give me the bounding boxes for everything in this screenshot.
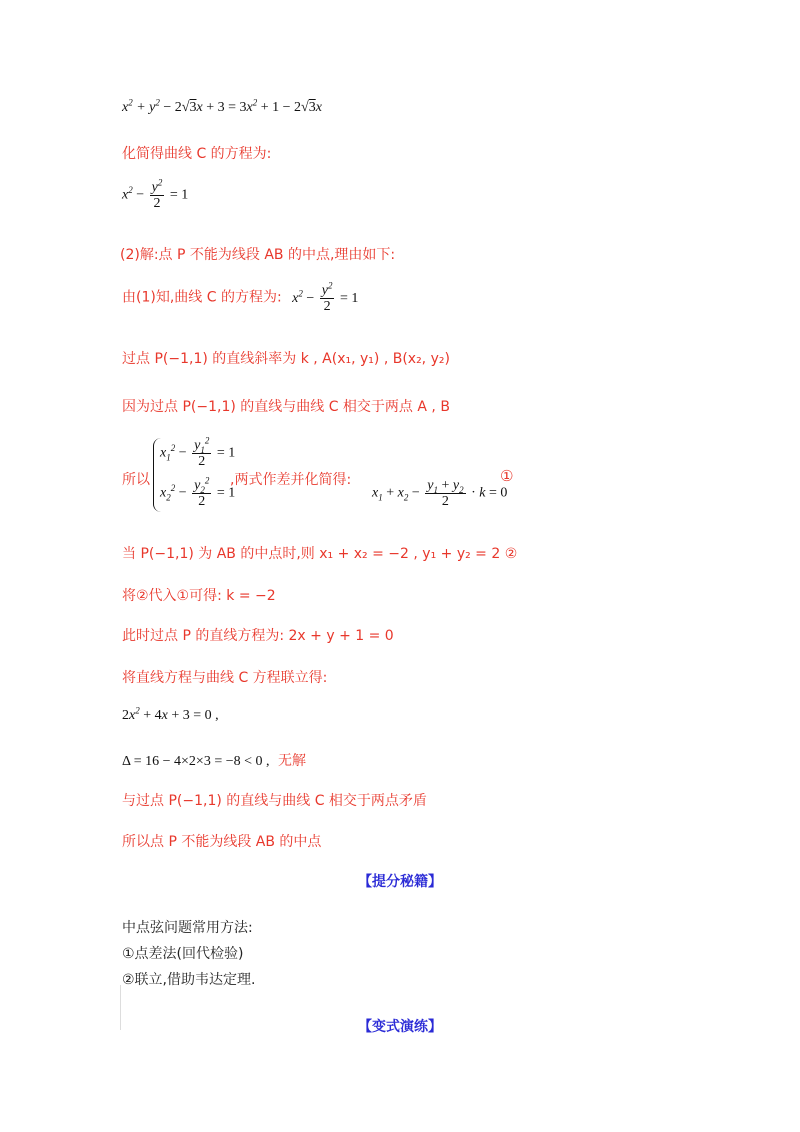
text-simplify: 化简得曲线 C 的方程为: — [122, 146, 272, 162]
text-because: 因为过点 P(−1,1) 的直线与曲线 C 相交于两点 A , B — [122, 399, 450, 415]
text-line-slope: 过点 P(−1,1) 的直线斜率为 k , A(x₁, y₁) , B(x₂, y₂) — [122, 351, 450, 367]
text-substitute: 将②代入①可得: k = −2 — [122, 588, 276, 604]
text-part2: (2)解:点 P 不能为线段 AB 的中点,理由如下: — [120, 247, 396, 263]
text-from-part1: 由(1)知,曲线 C 的方程为: — [122, 289, 282, 306]
equation-curve: $x^2$ − $\frac{y^2}{2}$ = 1 — [122, 177, 189, 211]
text-subtract: ,两式作差并化简得: — [230, 472, 352, 488]
tip-line-3: ②联立,借助韦达定理. — [122, 972, 256, 988]
equation-discriminant: Δ = 16 − 4×2×3 = −8 < 0 , — [122, 754, 270, 769]
equation-curve-inline: $x^2$ − $\frac{y^2}{2}$ = 1 — [292, 280, 359, 314]
tip-line-1: 中点弦问题常用方法: — [122, 920, 253, 936]
equation-top: $x^2 + y^2 - 2√3x + 3 = 3x^2 + 1 - 2√3x$ — [122, 97, 322, 115]
text-contradiction: 与过点 P(−1,1) 的直线与曲线 C 相交于两点矛盾 — [122, 793, 427, 809]
text-line-equation: 此时过点 P 的直线方程为: 2x + y + 1 = 0 — [122, 628, 394, 644]
tip-line-2: ①点差法(回代检验) — [122, 946, 244, 962]
system-eq2: $x_2^2$ − $\frac{y_2^2}{2}$ = 1 — [160, 475, 236, 509]
text-when-midpoint: 当 P(−1,1) 为 AB 的中点时,则 x₁ + x₂ = −2 , y₁ + y₂ = 2 ② — [122, 546, 518, 562]
text-combine: 将直线方程与曲线 C 方程联立得: — [122, 670, 328, 686]
row-discriminant — [122, 750, 306, 770]
marker-circled-1: ① — [500, 467, 514, 485]
equation-difference: $x_1 + x_2$ − $\frac{y_1 + y_2}{2}$ · k = 0 — [372, 478, 508, 509]
text-so: 所以 — [122, 472, 150, 488]
heading-practice: 【变式演练】 — [358, 1019, 442, 1035]
heading-tips: 【提分秘籍】 — [358, 874, 442, 890]
text-no-solution: 无解 — [277, 753, 306, 769]
text-conclusion: 所以点 P 不能为线段 AB 的中点 — [122, 834, 322, 850]
system-eq1: $x_1^2$ − $\frac{y_1^2}{2}$ = 1 — [160, 435, 236, 469]
row-from-part1 — [122, 280, 359, 314]
equation-quadratic: $2x^2 + 4x + 3 = 0$ , — [122, 705, 219, 723]
